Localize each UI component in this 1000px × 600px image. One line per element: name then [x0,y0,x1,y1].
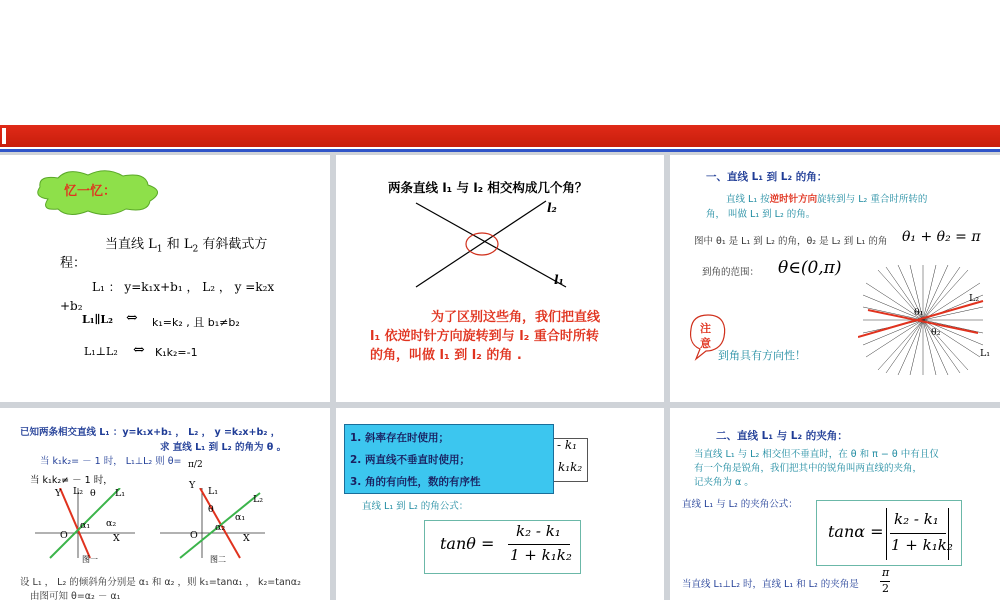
formula-fraction-bar [508,544,570,545]
slide-4[interactable] [0,408,330,600]
formula-numerator: k₂ - k₁ [516,522,561,540]
fig2-alpha1: α₁ [235,512,246,523]
fig2-theta: θ [208,504,214,515]
fig1-label-L2: L₂ [73,486,84,497]
tip-2: 2. 两直线不垂直时使用； [350,454,470,466]
question: 两条直线 l₁ 与 l₂ 相交构成几个角？ [388,180,588,195]
title-bar [0,125,1000,147]
fig2-x-axis: X [243,533,250,544]
fig1-caption: 图一 [82,555,98,564]
label-L2: L₂ [969,293,980,304]
definition-line-1: 直线 L₁ 按逆时针方向旋转到与 L₂ 重合时所转的 [726,194,928,205]
fig2-y-axis: Y [189,480,196,491]
fig2-label-L1: L₁ [208,486,219,497]
formula-fragment-top: - k₁ [557,438,577,452]
included-fraction-bar [890,533,946,534]
bubble-text: 忆一忆： [64,184,117,199]
angle-definition-1: 当直线 L₁ 与 L₂ 相交但不垂直时，在 θ 和 π − θ 中有且仅 [694,449,939,460]
fig1-alpha1: α₁ [80,520,91,531]
parallel-result: k₁=k₂ , 且 b₁≠b₂ [152,316,240,329]
parallel-arrow: ⇔ [126,310,138,326]
label-theta2: θ₂ [931,327,941,338]
angle-definition-3: 记夹角为 α 。 [694,477,754,488]
case-perpendicular: 当 k₁k₂= － 1 时， L₁⊥L₂ 则 θ= [40,456,182,467]
equation-line-2: +b₂ [60,299,83,313]
angle-sum-formula: θ₁ + θ₂ = π [902,229,981,245]
fig1-alpha2: α₂ [106,518,117,529]
perpendicular-condition: L₁⊥L₂ [84,345,118,358]
slide-2[interactable] [336,155,664,402]
problem-line-1: 已知两条相交直线 L₁ ：y=k₁x+b₁ ， L₂ ， y =k₂x+b₂ ， [20,427,281,438]
fig1-theta: θ [90,488,96,499]
note-description: 到角具有方向性！ [718,349,806,362]
title-bar-marker [2,128,6,144]
perpendicular-note: 当直线 L₁⊥L₂ 时，直线 L₁ 和 L₂ 的夹角是 [682,579,859,590]
answer-line-2: l₁ 依逆时针方向旋转到与 l₂ 重合时所转 [370,329,599,344]
label-L1: L₁ [980,348,991,359]
formula-fragment-bottom: k₁k₂ [558,460,583,474]
half-pi: π/2 [188,460,203,470]
intro-line-1: 当直线 $L_1$ 和 $L_2$ 有斜截式方 [105,237,268,255]
perpendicular-result: K₁k₂=-1 [155,346,198,359]
equation-line-1: L₁ ： y=k₁x+b₁ ， L₂ ， y =k₂x [92,280,275,294]
section-title-2: 二、直线 L₁ 与 L₂ 的夹角： [716,430,848,442]
formula-tan-theta: tanθ = [440,534,495,553]
range-label: 到角的范围： [702,267,760,278]
tip-3: 3. 角的有向性，数的有序性 [350,476,481,488]
included-numerator: k₂ - k₁ [894,510,939,528]
perpendicular-arrow: ⇔ [133,342,145,358]
parallel-condition: L₁∥L₂ [82,313,113,326]
note-text: 注 意 [700,322,711,350]
intersecting-lines-diagram [406,195,606,305]
abs-bar-left [886,508,887,560]
figure-caption: 图中 θ₁ 是 L₁ 到 L₂ 的角，θ₂ 是 L₂ 到 L₁ 的角 [694,236,888,247]
fig2-label-L2: L₂ [253,494,264,505]
problem-line-2: 求 直线 L₁ 到 L₂ 的角为 θ 。 [160,442,287,453]
label-l1: l₁ [554,273,564,287]
intro-line-2: 程： [60,256,87,271]
angle-relation: 由图可知 θ=α₂ － α₁ [30,591,121,600]
angle-rotation-diagram [858,265,991,375]
angle-definition-2: 有一个角是锐角，我们把其中的锐角叫两直线的夹角， [694,463,923,474]
pi-denominator: 2 [882,582,889,595]
answer-line-3: 的角，叫做 l₁ 到 l₂ 的角 . [370,348,522,363]
tip-1: 1. 斜率存在时使用； [350,432,449,444]
label-theta1: θ₁ [914,307,924,318]
formula-denominator: 1 + k₁k₂ [510,546,572,564]
fig1-y-axis: Y [55,488,62,499]
fig2-alpha2: α₂ [215,522,226,533]
case-not-perpendicular: 当 k₁k₂≠ － 1 时， [30,475,113,486]
fig1-origin: O [60,530,68,541]
formula-tan-alpha: tanα = [828,522,884,541]
answer-line-1: 为了区别这些角，我们把直线 [431,310,601,325]
fig1-label-L1: L₁ [115,488,126,499]
slope-definition: 设 L₁ ， L₂ 的倾斜角分别是 α₁ 和 α₂ ，则 k₁=tanα₁ ， k₂=tanα₂ [20,577,301,588]
definition-line-2: 角， 叫做 L₁ 到 L₂ 的角。 [706,209,816,220]
pi-numerator: π [882,566,890,579]
included-angle-formula-label: 直线 L₁ 与 L₂ 的夹角公式： [682,499,798,510]
label-l2: l₂ [547,201,557,215]
slide-6[interactable] [670,408,1000,600]
slide-1[interactable] [0,155,330,402]
slide-3[interactable] [670,155,1000,402]
included-denominator: 1 + k₁k₂ [891,536,953,554]
section-title: 一、直线 L₁ 到 L₂ 的角： [706,171,828,183]
range-value: θ∈(0,π) [778,258,842,278]
slide-5[interactable] [336,408,664,600]
fig1-x-axis: X [113,533,120,544]
fig2-origin: O [190,530,198,541]
fig2-caption: 图二 [210,555,226,564]
to-angle-formula-label: 直线 L₁ 到 L₂ 的角公式： [362,501,469,512]
